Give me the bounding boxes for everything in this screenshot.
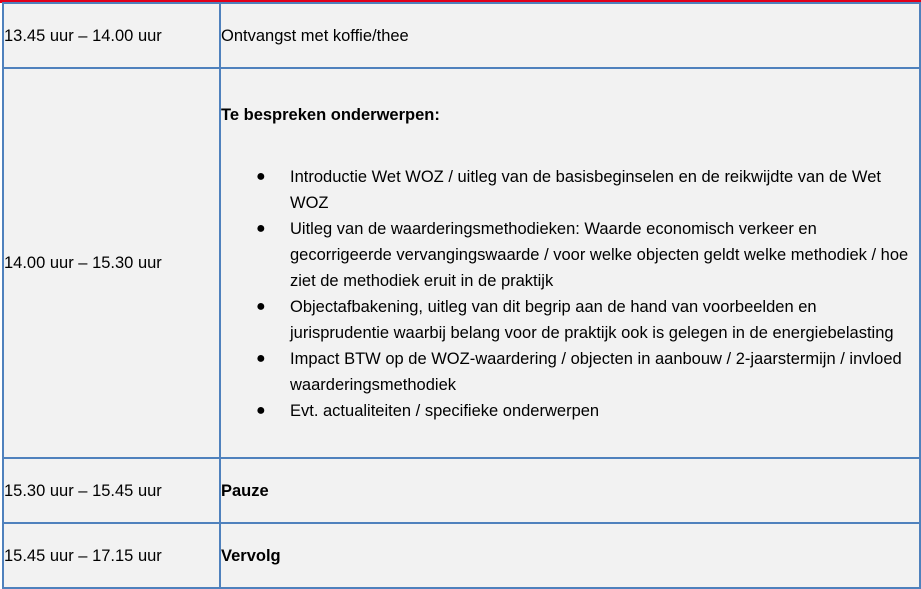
schedule-table (2, 2, 921, 589)
time-cell: 15.45 uur – 17.15 uur (3, 523, 220, 588)
bullet-icon: ● (256, 298, 266, 315)
list-item (221, 294, 919, 346)
bullet-icon: ● (256, 220, 266, 237)
description-cell: Ontvangst met koffie/thee (220, 3, 920, 68)
list-item (221, 346, 919, 398)
table-row (3, 3, 920, 68)
description-cell (220, 68, 920, 458)
topic-list (221, 164, 919, 424)
table-row (3, 68, 920, 458)
time-cell: 14.00 uur – 15.30 uur (3, 68, 220, 458)
list-item (221, 216, 919, 294)
topics-heading: Te bespreken onderwerpen: (221, 106, 440, 124)
description-cell: Vervolg (220, 523, 920, 588)
table-row (3, 458, 920, 523)
topic-text: Objectafbakening, uitleg van dit begrip aan de hand van voorbeelden en jurisprudentie waarbij belang voor de praktijk ook is gelegen in de energiebelasting (290, 298, 894, 342)
list-item (221, 398, 919, 424)
topic-text: Impact BTW op de WOZ-waardering / objecten in aanbouw / 2-jaarstermijn / invloed waarderingsmethodiek (290, 350, 902, 394)
topic-text: Uitleg van de waarderingsmethodieken: Waarde economisch verkeer en gecorrigeerde vervangingswaarde / voor welke objecten geldt welke methodiek / hoe ziet de methodiek eruit in de praktijk (290, 220, 909, 290)
topic-text: Introductie Wet WOZ / uitleg van de basisbeginselen en de reikwijdte van de Wet WOZ (290, 168, 881, 212)
time-cell: 13.45 uur – 14.00 uur (3, 3, 220, 68)
description-cell: Pauze (220, 458, 920, 523)
bullet-icon: ● (256, 402, 266, 419)
bullet-icon: ● (256, 350, 266, 367)
table-row (3, 523, 920, 588)
list-item (221, 164, 919, 216)
time-cell: 15.30 uur – 15.45 uur (3, 458, 220, 523)
topic-text: Evt. actualiteiten / specifieke onderwerpen (290, 402, 600, 420)
bullet-icon: ● (256, 168, 266, 185)
